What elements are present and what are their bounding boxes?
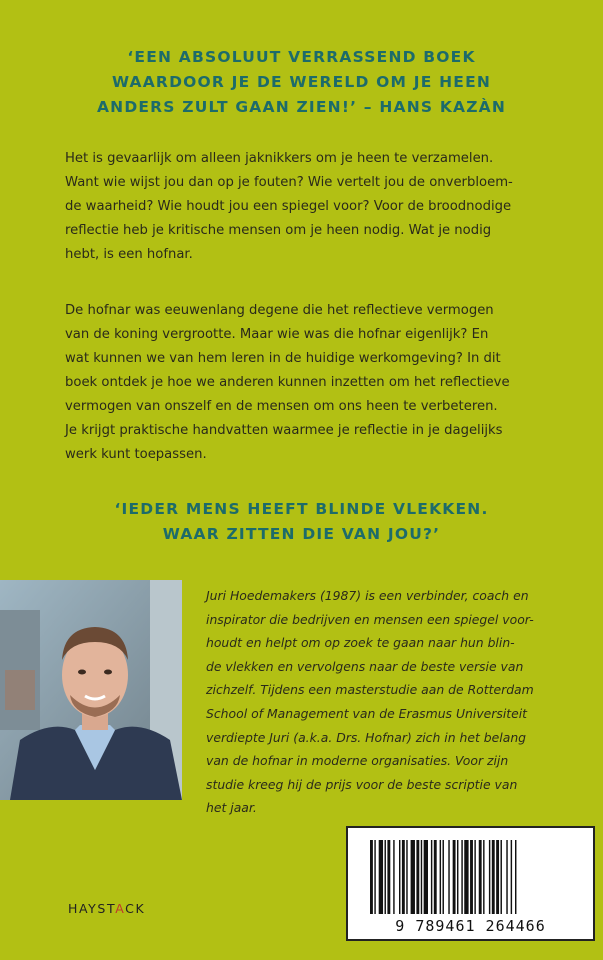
- barcode-bar: [440, 840, 441, 914]
- barcode-bar: [461, 840, 462, 914]
- bio-line: Juri Hoedemakers (1987) is een verbinder, coach en: [206, 588, 529, 603]
- bio-line: van de hofnar in moderne organisaties. Voor zijn: [206, 753, 509, 769]
- barcode-bar: [492, 840, 495, 914]
- barcode-bar: [453, 840, 456, 914]
- barcode-bar: [434, 840, 437, 914]
- publisher-logo: [68, 901, 145, 916]
- bio-line: studie kreeg hij de prijs voor de beste scriptie van: [206, 776, 518, 792]
- barcode-bar: [457, 840, 458, 914]
- author-bio: [206, 584, 586, 820]
- barcode-bar: [448, 840, 449, 914]
- barcode-bar: [402, 840, 405, 914]
- barcode-bar: [399, 840, 400, 914]
- barcode-bar: [379, 840, 383, 914]
- intro-paragraph: [65, 147, 545, 267]
- second-paragraph: [65, 299, 545, 467]
- author-photo: [0, 580, 182, 800]
- barcode-bar: [501, 840, 502, 914]
- barcode-bar: [387, 840, 390, 914]
- barcode-bar: [421, 840, 422, 914]
- top-quote-line: ANDERS ZULT GAAN ZIEN!’ – HANS KAZÀN: [96, 98, 507, 116]
- barcode-bar: [431, 840, 432, 914]
- barcode-bar: [424, 840, 428, 914]
- barcode-bar: [506, 840, 507, 914]
- isbn-number: 9 789461 264466: [395, 917, 546, 935]
- paragraph-line: boek ontdek je hoe we anderen kunnen inzetten om het reflectieve: [65, 375, 510, 390]
- barcode-bar: [374, 840, 375, 914]
- bio-line: verdiepte Juri (a.k.a. Drs. Hofnar) zich in het belang: [206, 729, 527, 745]
- barcode-bar: [411, 840, 415, 914]
- paragraph-line: de waarheid? Wie houdt jou een spiegel voor? Voor de broodnodige: [65, 199, 512, 214]
- barcode-bar: [515, 840, 516, 914]
- middle-quote: [0, 497, 603, 547]
- paragraph-line: hebt, is een hofnar.: [65, 247, 193, 262]
- barcode-bar: [489, 840, 490, 914]
- paragraph-line: De hofnar was eeuwenlang degene die het reflectieve vermogen: [65, 303, 494, 318]
- barcode-bar: [483, 840, 484, 914]
- barcode-bar: [511, 840, 512, 914]
- bio-line: houdt en helpt om op zoek te gaan naar hun blin-: [206, 635, 515, 651]
- barcode: [346, 826, 595, 941]
- bio-line: School of Management van de Erasmus Universiteit: [206, 705, 528, 721]
- bio-line: de vlekken en vervolgens naar de beste versie van: [206, 658, 524, 674]
- barcode-bar: [443, 840, 444, 914]
- bio-line: zichzelf. Tijdens een masterstudie aan de Rotterdam: [206, 682, 534, 698]
- barcode-bar: [474, 840, 475, 914]
- middle-quote-line: ‘IEDER MENS HEEFT BLINDE VLEKKEN.: [114, 500, 489, 518]
- publisher-name-start: HAYST: [68, 901, 116, 916]
- paragraph-line: Je krijgt praktische handvatten waarmee je reflectie in je dagelijks: [65, 423, 503, 438]
- barcode-bar: [393, 840, 394, 914]
- barcode-bar: [464, 840, 468, 914]
- paragraph-line: Het is gevaarlijk om alleen jaknikkers om je heen te verzamelen.: [65, 151, 494, 166]
- bio-line: het jaar.: [206, 800, 257, 816]
- paragraph-line: wat kunnen we van hem leren in de huidige werkomgeving? In dit: [65, 351, 501, 366]
- barcode-bar: [406, 840, 407, 914]
- paragraph-line: vermogen van onszelf en de mensen om ons heen te verbeteren.: [65, 399, 498, 414]
- barcode-bar: [385, 840, 386, 914]
- paragraph-line: van de koning vergrootte. Maar wie was die hofnar eigenlijk? En: [65, 327, 489, 342]
- top-quote-line: ‘EEN ABSOLUUT VERRASSEND BOEK: [127, 48, 476, 66]
- paragraph-line: Want wie wijst jou dan op je fouten? Wie vertelt jou de onverbloem-: [65, 175, 513, 190]
- barcode-bar: [416, 840, 419, 914]
- barcode-bars: [370, 840, 571, 914]
- publisher-name-accent: A: [115, 901, 126, 916]
- barcode-bar: [496, 840, 499, 914]
- middle-quote-line: WAAR ZITTEN DIE VAN JOU?’: [162, 525, 441, 543]
- barcode-bar: [470, 840, 473, 914]
- author-portrait-image: [0, 580, 182, 800]
- paragraph-line: werk kunt toepassen.: [65, 447, 207, 462]
- top-quote-line: WAARDOOR JE DE WERELD OM JE HEEN: [111, 73, 492, 91]
- bio-line: inspirator die bedrijven en mensen een spiegel voor-: [206, 611, 534, 627]
- barcode-bar: [370, 840, 373, 914]
- barcode-bar: [479, 840, 482, 914]
- publisher-name-end: CK: [125, 901, 146, 916]
- paragraph-line: reflectie heb je kritische mensen om je heen nodig. Wat je nodig: [65, 223, 492, 238]
- top-quote: [0, 45, 603, 120]
